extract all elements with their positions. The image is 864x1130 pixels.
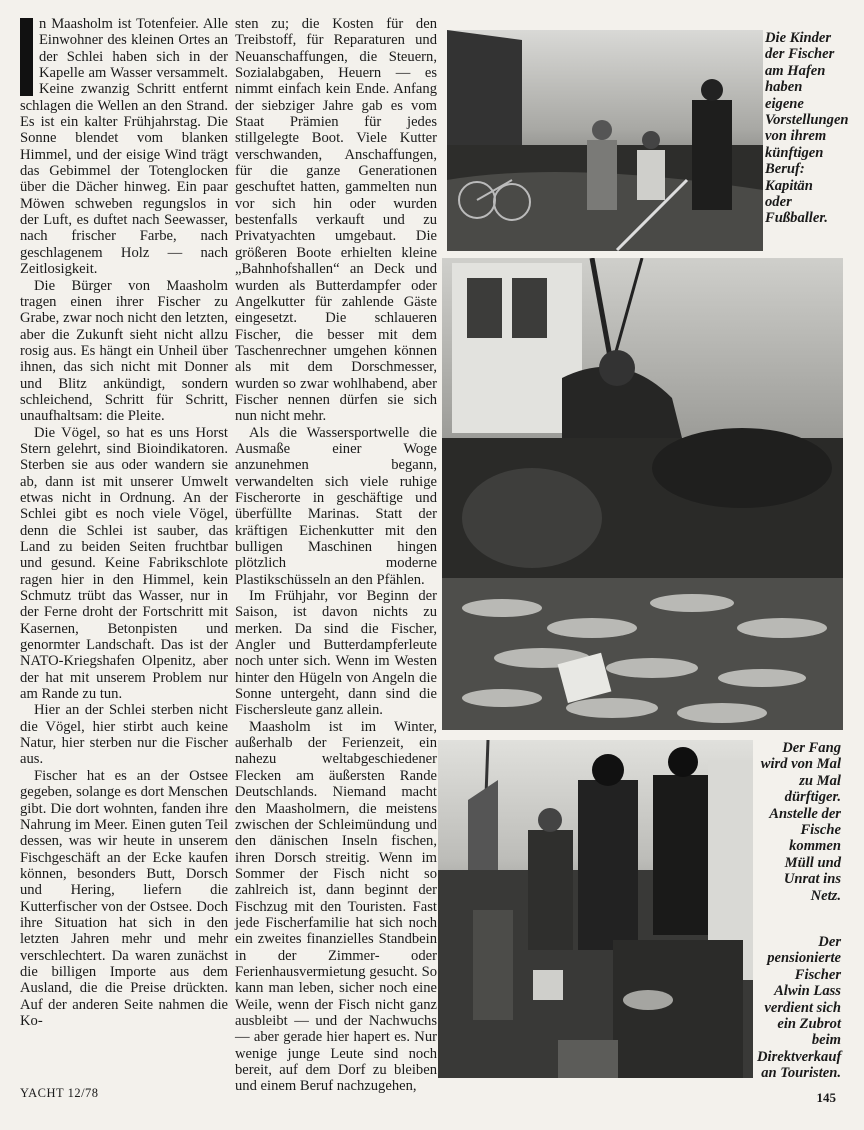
paragraph: sten zu; die Kosten für den Treibstoff, für Reparaturen und Neuanschaffungen, die Steuern, Sozialabgaben, Heuern — es nimmt einfach kein Ende. Anfang der siebziger Jahre gab es vom Staat Prämien für jedes stillgelegte Boot. Viele Kutter verschwanden, Anschaffungen, für die ganze Generationen geschuftet hatten, gammelten nun vor sich hin oder wurden bestenfalls verkauft und zu Privatyachten umgebaut. Die größeren Boote erhielten kleine „Bahnhofshallen“ an Deck und wurden als Butterdampfer oder Angelkutter für zahlende Gäste eingesetzt. Die schlaueren Fischer, die besser mit dem Taschenrechner umgehen können als mit dem Dorschmesser, wurden so zwar wohlhabend, aber Fischer nennen dürfen sie sich nun nicht mehr. xyxy=(235,16,437,425)
caption-photo-1: Die Kinder der Fischer am Hafen haben eigene Vorstellungen von ihrem künftigen Beruf: Kapitän oder Fußballer. xyxy=(765,30,849,227)
paragraph: Hier an der Schlei sterben nicht die Vögel, hier stirbt auch keine Natur, hier sterben nur die Fischer aus. xyxy=(20,702,228,768)
photo-children-harbour xyxy=(447,30,763,251)
magazine-issue-label: YACHT 12/78 xyxy=(20,1086,99,1100)
paragraph: Als die Wassersportwelle die Ausmaße einer Woge anzunehmen begann, verwandelten sich viele ruhige Fischerorte in geschäftige und überfüllte Marinas. Statt der kräftigen Eichenkutter mit den bulligen Maschinen hingen plötzlich moderne Plastikschüsseln an den Pfählen. xyxy=(235,424,437,588)
page-number: 145 xyxy=(816,1090,836,1105)
paragraph: Fischer hat es an der Ostsee gegeben, solange es dort Menschen gibt. Die dort wohnten, fanden ihre Nahrung im Meer. Einen guten Teil dessen, was wir heute in unserem Fischgeschäft an der Ecke kaufen können, besonders Butt, Dorsch und Hering, liefern die Kutterfischer von der Ostsee. Doch ihre Situation hat sich in den letzten Jahren mehr und mehr verschlechtert. Da waren zunächst die billigen Importe aus dem Ausland, die die Preise drückten. Auf der anderen Seite nahmen die Ko- xyxy=(20,767,228,1029)
paragraph: Die Vögel, so hat es uns Horst Stern gelehrt, sind Bioindikatoren. Sterben sie aus oder wandern sie ab, dann ist mit unserer Umwelt etwas nicht in Ordnung. An der Schlei gibt es noch viele Vögel, denn die Schlei ist sauber, das Land zu beiden Seiten fruchtbar und gesund. Keine Fabrikschlote ragen hier in den Himmel, kein Schmutz trübt das Wasser, nur in der Ferne droht der Fortschritt mit Kasernen, Betonpisten und genormter Landschaft. Das ist der NATO-Kriegshafen Olpenitz, aber der hat mit unserem Problem nur am Rande zu tun. xyxy=(20,424,228,703)
photo-fishing-boat-catch xyxy=(442,258,843,730)
drop-cap-letter xyxy=(20,18,33,96)
caption-photo-3: Der pensionierte Fischer Alwin Lass verdient sich ein Zubrot beim Direktverkauf an Touristen. xyxy=(757,934,842,1082)
article-column-2 xyxy=(235,16,437,1095)
caption-photo-2: Der Fang wird von Mal zu Mal dürftiger. Anstelle der Fische kommen Müll und Unrat ins Netz. xyxy=(760,740,841,904)
article-column-1 xyxy=(20,16,228,1029)
photo-direct-sale-tourists xyxy=(438,740,753,1078)
paragraph: n Maasholm ist Totenfeier. Alle Einwohner des kleinen Ortes an der Schlei haben sich in der Kapelle am Wasser versammelt. Keine zwanzig Schritt entfernt schlagen die Wellen an den Strand. Es ist ein kalter Frühjahrstag. Die Sonne blendet vom blanken Himmel, und der eisige Wind trägt das Gebimmel der Totenglocken über die Dächer hinweg. Ein paar Möwen schweben regungslos in der Luft, es duftet nach Seewasser, nach frischer Farbe, nach geschlagenem Holz — nach Zeitlosigkeit. xyxy=(20,16,228,278)
paragraph: Im Frühjahr, vor Beginn der Saison, ist davon nichts zu merken. Da sind die Fischer, Angler und Butterdampferleute noch unter sich. Wenn im Westen hinter den Hügeln von Angeln die Sonne untergeht, dann sind die Fischersleute ganz allein. xyxy=(235,588,437,719)
paragraph: Die Bürger von Maasholm tragen einen ihrer Fischer zu Grabe, zwar noch nicht den letzten, aber die Zukunft sieht nicht allzu rosig aus. Es hängt ein Unheil über ihnen, das sich nicht mit Donner und Blitz ankündigt, sondern schleichend, Schritt für Schritt, unaufhaltsam: die Pleite. xyxy=(20,277,228,425)
paragraph: Maasholm ist im Winter, außerhalb der Ferienzeit, ein nahezu weltabgeschiedener Flecken am äußersten Rande Deutschlands. Niemand macht den Maasholmern, die meistens zwischen der Schleimündung und den dänischen Inseln fischen, ihren Dorsch streitig. Wenn im Sommer der Fisch nicht so zahlreich ist, dann beginnt der Fischzug mit den Touristen. Fast jede Fischerfamilie hat sich noch ein zweites finanzielles Standbein in der Zimmer- oder Ferienhausvermietung gesucht. So kann man leben, sicher noch eine Weile, wenn der Fisch nicht ganz ausbleibt — und der Nachwuchs — aber gerade hier hapert es. Nur wenige junge Leute sind noch bereit, auf dem Dorf zu bleiben und einem Beruf nachzugehen, xyxy=(235,718,437,1095)
